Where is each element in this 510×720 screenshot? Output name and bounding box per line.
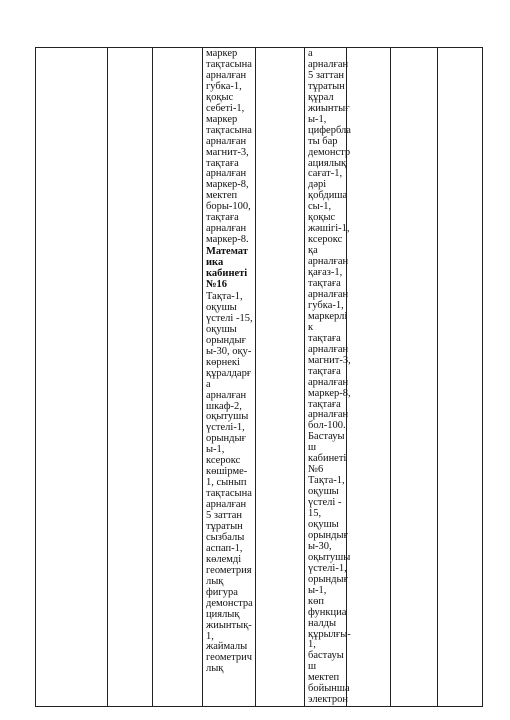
table-row: [36, 48, 483, 707]
equipment-list-intro: маркер тақтасына арналған губка-1, қоқыс себеті-1, маркер тақтасына арналған магнит-3, тақтаға арналған маркер-8, мектеп боры-100, тақтаға арналған маркер-8.: [206, 48, 252, 246]
equipment-list-continued: а арналған 5 заттан тұратын құрал жиынтығ ы-1, циферблa ты бар демонстр ациялық сағат-1, дәрі қобдиша сы-1, қоқыс жәшігі-1, ксерокс қа арналған қағаз-1, тақтаға арналған губка-1, маркерлі к тақтаға арналған магнит-3, тақтаға арналған маркер-8, тақтаға арналған бол-100. Бастауы ш кабинеті №6 Тақта-1, оқушы үстелі - 15, оқушы орындығ ы-30, оқытушы үстелі-1, орындығ ы-1, көп функциa налды құрылғы- 1, бастауы ш мектеп бойынша электрон: [308, 48, 351, 706]
equipment-list-body: Тақта-1, оқушы үстелі -15, оқушы орындығ ы-30, оқу- көрнекі құралдарғ а арналған шкаф-2, оқытушы үстелі-1, орындығ ы-1, ксерокс көшірме- 1, сынып тақтасына арналған 5 заттан тұратын сызбалы аспап-1, көлемді геометрия лық фигура демонстра циялық жиынтық- 1, жаймалы геометрич лық: [206, 290, 253, 675]
table-cell-9: [438, 48, 483, 707]
table-cell-8: [391, 48, 438, 707]
table-cell-2: [108, 48, 153, 707]
table-cell-5: [256, 48, 305, 707]
table-cell-7: [347, 48, 391, 707]
table-cell-4: [203, 48, 256, 707]
table-cell-6: [305, 48, 351, 707]
resources-table: [35, 47, 483, 707]
table-cell-3: [153, 48, 203, 707]
table-cell-1: [36, 48, 108, 707]
cabinet-heading: Математ ика кабинеті №16: [206, 246, 248, 291]
